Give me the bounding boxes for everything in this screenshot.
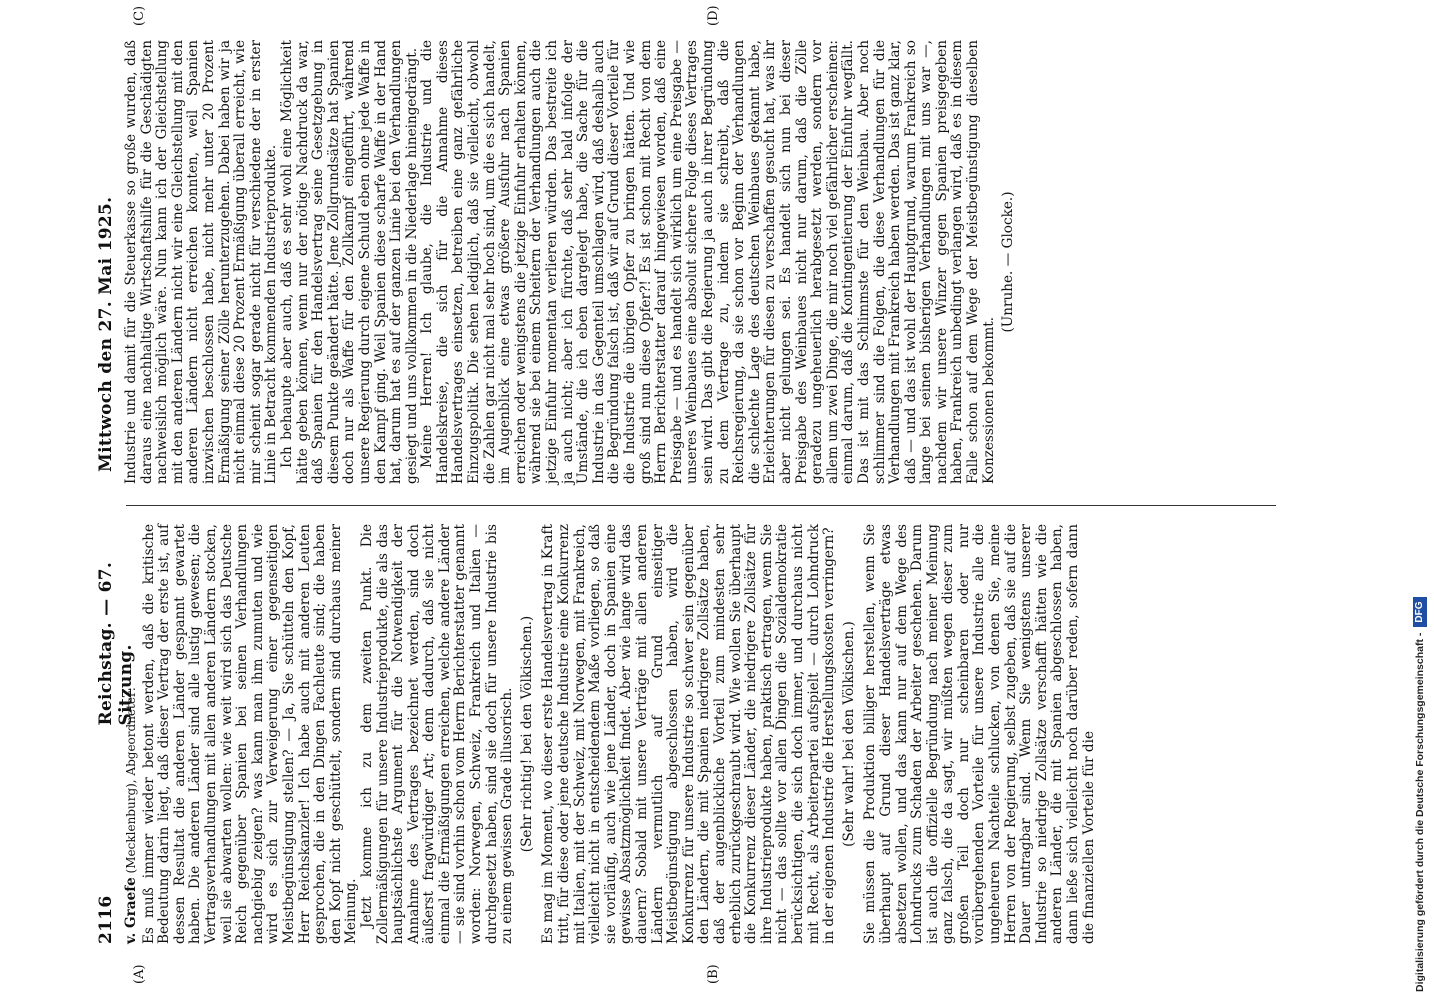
paragraph: Meine Herren! Ich glaube, die Industrie und die Handelskreise, die sich für die Annahme dieses Handelsvertrages einsetzen, betreiben eine ganz gefährliche Einzugspolitik. Die sehen lediglich, daß sie vielleicht, obwohl die Zahlen gar nicht mal sehr hoch sind, um die es sich handelt, im Augenblick eine etwas größere Ausfuhr nach Spanien erreichen oder wenigstens die jetzige Einfuhr erhalten können, während sie bei einem Scheitern der Verhandlungen auch die jetzige Einfuhr momentan verlieren würden. Das bestreite ich ja auch nicht; aber ich fürchte, daß sehr bald infolge der Umstände, die ich eben dargelegt habe, die Sache für die Industrie in das Gegenteil umschlagen wird, daß deshalb auch die Begründung falsch ist, daß wir auf Grund dieser Vorteile für die Industrie die übrigen Opfer zu bringen hätten. Und wie groß sind nun diese Opfer?! Es ist schon mit Recht von dem Herrn Berichterstatter darauf hingewiesen worden, daß eine Preisgabe — und es handelt sich wirklich um eine Preisgabe — unseres Weinbaues eine absolut sichere Folge dieses Vertrages sein wird. Das gibt die Regierung ja auch in ihrer Begründung zu dem Vertrage zu, indem sie schreibt, daß die Reichsregierung, da sie schon vor Beginn der Verhandlungen die schlechte Lage des deutschen Weinbaues gekannt habe, Erleichterungen für diesen zu verschaffen gesucht hat, was ihr aber nicht gelungen sei. Es handelt sich nun bei dieser Preisgabe des Weinbaues nicht nur darum, daß die Zölle geradezu ungeheuerlich herabgesetzt werden, sondern vor allem um zwei Dinge, die mir noch viel gefährlicher erscheinen: einmal darum, daß die Kontingentierung der Einfuhr wegfällt. Das ist mit das Schlimmste für den Weinbau. Aber noch schlimmer sind die Folgen, die diese Verhandlungen für die Verhandlungen mit Frankreich haben werden. Das ist ganz klar, daß — und das ist wohl der Hauptgrund, warum Frankreich so lange bei seinen bisherigen Verhandlungen mit uns war —, nachdem wir unsere Winzer gegen Spanien preisgegeben haben, Frankreich unbedingt verlangen wird, daß es in diesem Falle schon auf dem Wege der Meistbegünstigung dieselben Konzessionen bekommt. bbox=[419, 40, 997, 484]
right-title: Mittwoch den 27. Mai 1925. bbox=[96, 196, 116, 472]
margin-marker-b: (B) bbox=[706, 964, 721, 984]
speaker-line bbox=[124, 524, 140, 944]
margin-marker-d: (D) bbox=[706, 5, 721, 26]
interjection: (Sehr richtig! bei den Völkischen.) bbox=[518, 615, 535, 853]
right-column bbox=[124, 40, 1023, 484]
interjection: (Sehr wahr! bei den Völkischen.) bbox=[840, 621, 857, 847]
page-content bbox=[96, 5, 1292, 984]
paragraph: Sie müssen die Produktion billiger herstellen, wenn Sie überhaupt auf Grund dieser Handelsverträge etwas absetzen wollen, und das kann nur auf dem Wege des Lohndrucks zum Schaden der Arbeiter geschehen. Darum ist auch die offizielle Begründung nach meiner Meinung ganz falsch, die da sagt, wir müßten wegen dieser zum großen Teil doch nur scheinbaren oder nur vorübergehenden Vorteile für unsere Industrie alle die ungeheuren Nachteile schlucken, von denen Sie, meine Herren von der Regierung, selbst zugeben, daß sie auf die Dauer untragbar sind. Wenn Sie wenigstens unserer Industrie so niedrige Zollsätze verschafft hätten wie die anderen Länder, die mit Spanien abgeschlossen haben, dann ließe sich vielleicht noch darüber reden, sofern dann die finanziellen Vorteile für die bbox=[862, 524, 1097, 944]
margin-marker-a: (A) bbox=[132, 964, 147, 984]
paragraph: Industrie und damit für die Steuerkasse so große wurden, daß daraus eine nachhaltige Wirtschaftshilfe für die Geschädigten nachweislich möglich wäre. Nun kann ich der Gleichstellung mit den anderen Ländern nicht wir eine Gleichstellung mit den anderen Ländern nicht erreichen konnten, weil Spanien inzwischen beschlossen habe, nicht mehr unter 20 Prozent Ermäßigung seiner Zölle herunterzugehen. Dabei haben wir ja nicht einmal diese 20 Prozent Ermäßigung überall erreicht, wie mir scheint sogar gerade nicht für verschiedene der in erster Linie in Betracht kommenden Industrieprodukte. bbox=[123, 40, 280, 484]
margin-marker-c: (C) bbox=[132, 5, 147, 26]
digitization-note: Digitalisierung gefördert durch die Deutsche Forschungsgemeinschaft - bbox=[1414, 632, 1426, 992]
left-column bbox=[124, 524, 1097, 944]
paragraph: Ich behaupte aber auch, daß es sehr wohl eine Möglichkeit hätte geben können, wenn nur der nötige Nachdruck da war, daß Spanien für den Handelsvertrag seine Gesetzgebung in diesem Punkte geändert hätte. Jene Zollgrundsätze hat Spanien doch nur als Waffe für den Zollkampf eingeführt, während unsere Regierung durch eigene Schuld eben ohne jede Waffe in den Kampf ging. Weil Spanien diese scharfe Waffe in der Hand hat, darum hat es auf der ganzen Linie bei den Verhandlungen gesiegt und uns vollkommen in die Niederlage hineingedrängt. bbox=[278, 40, 420, 484]
paragraph: Jetzt komme ich zu dem zweiten Punkt. Die Zollermäßigungen für unsere Industrieprodukte, die als das hauptsächlichste Argument für die Notwendigkeit der Annahme des Vertrages bezeichnet werden, sind doch äußerst fragwürdiger Art; denn dadurch, daß sie nicht einmal die Ermäßigungen erreichen, welche andere Länder — sie sind vorhin schon vom Herrn Berichterstatter genannt worden: Norwegen, Schweiz, Frankreich und Italien — durchgesetzt haben, sind sie doch für unsere Industrie bis zu einem gewissen Grade illusorisch. bbox=[358, 524, 516, 944]
speaker-name: v. Graefe bbox=[123, 877, 139, 944]
column-divider bbox=[126, 505, 1276, 506]
paragraph: Es mag im Moment, wo dieser erste Handelsvertrag in Kraft tritt, für diese oder jene deutsche Industrie eine Konkurrenz mit Italien, mit der Schweiz, mit Norwegen, mit Frankreich, vielleicht nicht in entscheidendem Maße vorliegen, so daß sie vorläufig, auch wie jene Länder, doch in Spanien eine gewisse Absatzmöglichkeit findet. Aber wie lange wird das dauern? Sobald mit unsere Verträge mit allen anderen Ländern vermutlich auf Grund einseitiger Meistbegünstigung abgeschlossen haben, wird die Konkurrenz für unsere Industrie so schwer sein gegenüber den Ländern, die mit Spanien niedrigere Zollsätze haben, daß der augenblickliche Vorteil zum mindesten sehr erheblich zurückgeschraubt wird. Wie wollen Sie überhaupt die Konkurrenz dieser Länder, die niedrigere Zollsätze für ihre Industrieprodukte haben, praktisch ertragen, wenn Sie nicht — das sollte vor allen Dingen die Sozialdemokratie berücksichtigen, die sich doch immer, und durchaus nicht mit Recht, als Arbeiterpartei aufspielt — durch Lohndruck in der eigenen Industrie die Herstellungskosten verringern? bbox=[540, 524, 838, 944]
page-number: 2116 bbox=[96, 895, 116, 944]
paragraph: Es muß immer wieder betont werden, daß die kritische Bedeutung darin liegt, daß dieser Vertrag der erste ist, auf dessen Resultat die anderen Länder gespannt gewartet haben. Die anderen Länder sind alle lustig gewesen; die Vertragsverhandlungen mit allen anderen Ländern stocken, weil sie abwarten wollen: wie weit wird sich das Deutsche Reich gegenüber Spanien bei seinen Verhandlungen nachgiebig zeigen? was kann man ihm zumuten und wie wird es sich zur Verweigerung einer gegenseitigen Meistbegünstigung stellen? — Ja, Sie schütteln den Kopf, Herr Reichskanzler! Ich habe auch mit anderen Leuten gesprochen, die in den Dingen Fachleute sind; die haben den Kopf nicht geschüttelt, sondern sind durchaus meiner Meinung. bbox=[140, 524, 360, 944]
rotated-document-page bbox=[88, 0, 1298, 1000]
left-title: Reichstag. — 67. Sitzung. bbox=[96, 561, 136, 726]
interjection: (Unruhe. — Glocke.) bbox=[1000, 191, 1017, 333]
speaker-note: (Mecklenburg), Abgeordneter: bbox=[124, 687, 138, 874]
digitization-footer bbox=[1410, 8, 1430, 992]
footer-text bbox=[1410, 8, 1430, 992]
dfg-logo: DFG bbox=[1413, 598, 1427, 627]
